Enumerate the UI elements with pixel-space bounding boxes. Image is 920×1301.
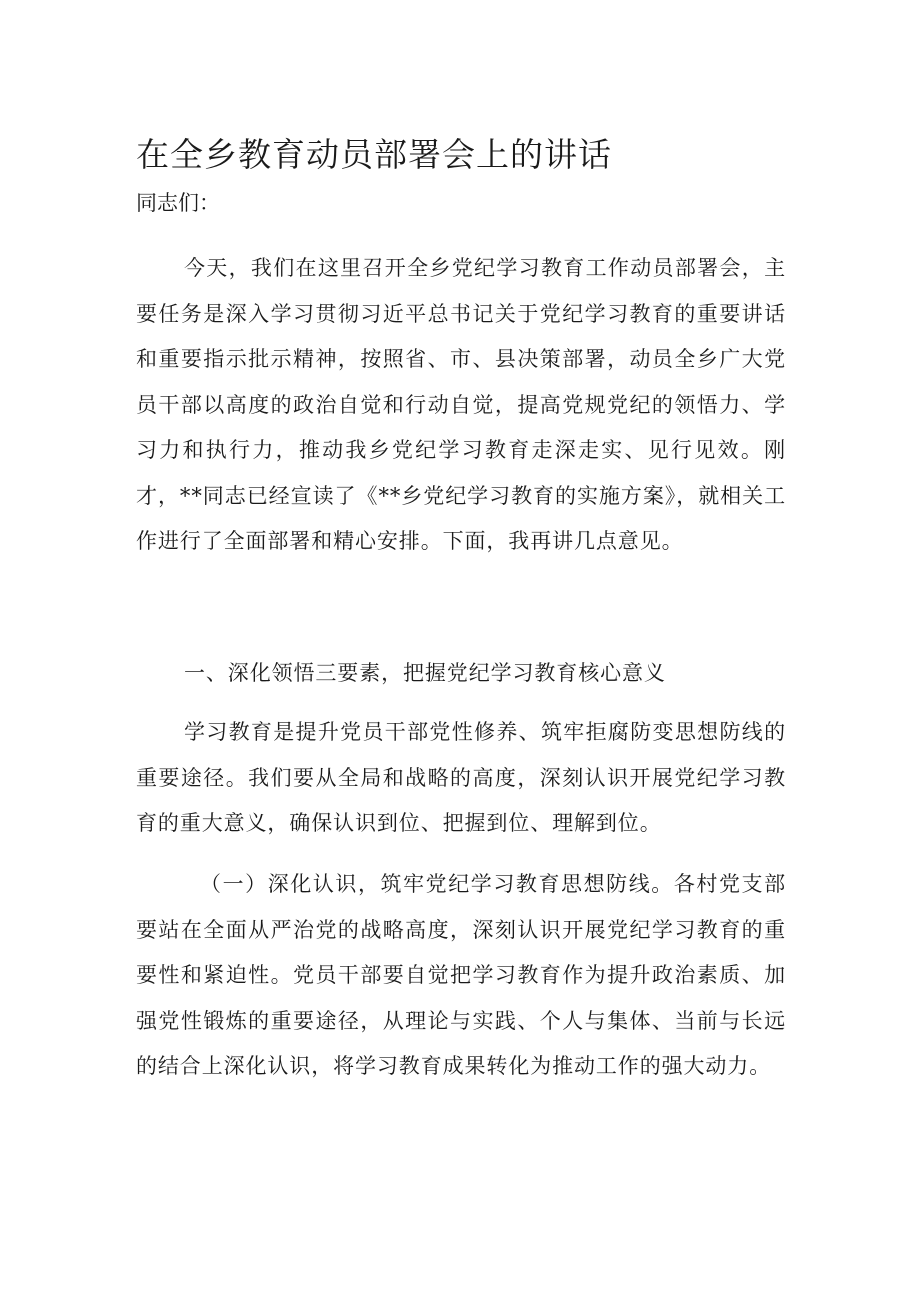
paragraph-subsection-block <box>136 862 786 1090</box>
paragraph-opening-block <box>136 246 786 565</box>
salutation: 同志们： <box>136 191 220 215</box>
paragraph-opening: 今天，我们在这里召开全乡党纪学习教育工作动员部署会，主要任务是深入学习贯彻习近平总书记关于党纪学习教育的重要讲话和重要指示批示精神，按照省、市、县决策部署，动员全乡广大党员干部以高度的政治自觉和行动自觉，提高党规党纪的领悟力、学习力和执行力，推动我乡党纪学习教育走深走实、见行见效。刚才，**同志已经宣读了《**乡党纪学习教育的实施方案》，就相关工作进行了全面部署和精心安排。下面，我再讲几点意见。 <box>136 256 786 553</box>
section-heading-1: 一、深化领悟三要素，把握党纪学习教育核心意义 <box>184 661 666 685</box>
document-title: 在全乡教育动员部署会上的讲话 <box>136 135 612 174</box>
section-heading-block <box>136 651 786 697</box>
paragraph-section-intro-block <box>136 710 786 847</box>
paragraph-subsection-1: （一）深化认识，筑牢党纪学习教育思想防线。各村党支部要站在全面从严治党的战略高度，深刻认识开展党纪学习教育的重要性和紧迫性。党员干部要自觉把学习教育作为提升政治素质、加强党性锻炼的重要途径，从理论与实践、个人与集体、当前与长远的结合上深化认识，将学习教育成果转化为推动工作的强大动力。 <box>136 872 786 1078</box>
paragraph-section-intro: 学习教育是提升党员干部党性修养、筑牢拒腐防变思想防线的重要途径。我们要从全局和战略的高度，深刻认识开展党纪学习教育的重大意义，确保认识到位、把握到位、理解到位。 <box>136 720 786 835</box>
